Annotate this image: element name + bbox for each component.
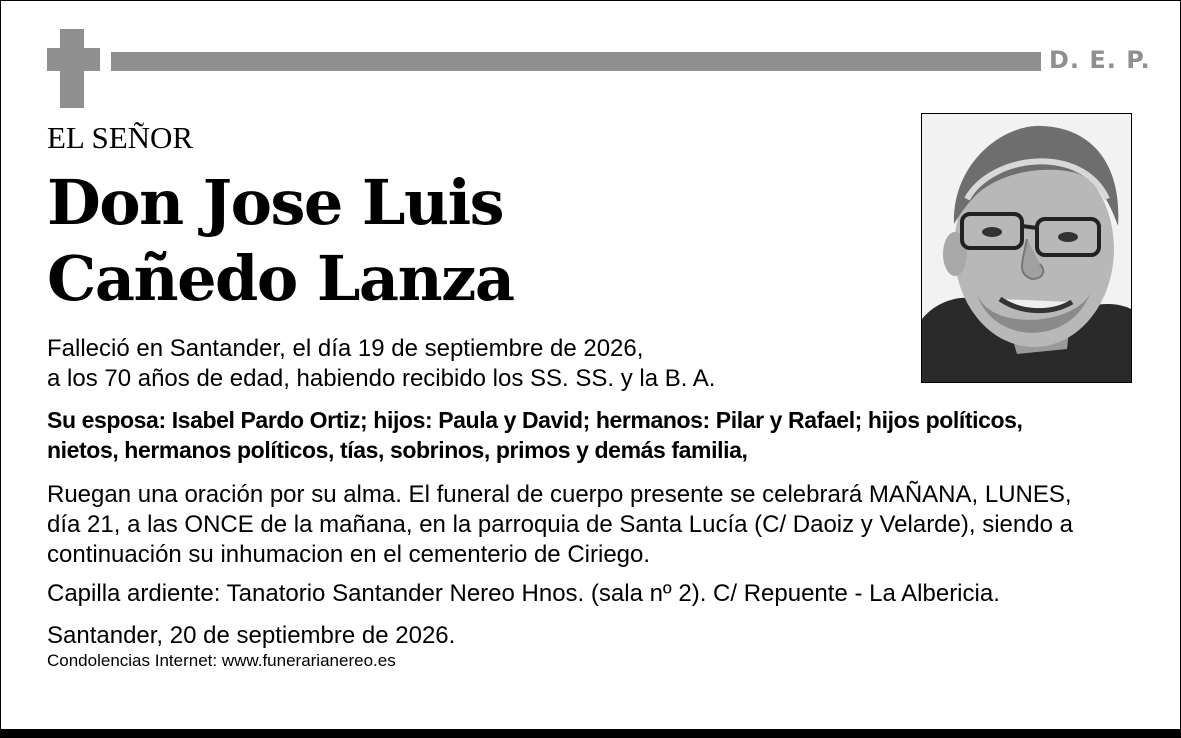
condolences-web: Condolencias Internet: www.funerarianereo.es xyxy=(47,651,396,670)
bottom-border-bar xyxy=(0,729,1181,738)
name-line-1: Don Jose Luis xyxy=(47,166,504,239)
name-line-2: Cañedo Lanza xyxy=(47,242,514,315)
portrait-illustration xyxy=(922,114,1131,382)
family-list xyxy=(47,405,1023,465)
death-details xyxy=(47,334,715,394)
honorific: EL SEÑOR xyxy=(47,120,194,155)
place-and-date: Santander, 20 de septiembre de 2026. xyxy=(47,622,456,649)
death-line-2: a los 70 años de edad, habiendo recibido los SS. SS. y la B. A. xyxy=(47,365,716,392)
family-line-1: Su esposa: Isabel Pardo Ortiz; hijos: Paula y David; hermanos: Pilar y Rafael; hijos políticos, xyxy=(47,407,1023,433)
prayer-line-1: Ruegan una oración por su alma. El funeral de cuerpo presente se celebrará MAÑANA, LUNES, xyxy=(47,481,1072,508)
prayer-line-2: día 21, a las ONCE de la mañana, en la parroquia de Santa Lucía (C/ Daoiz y Velarde), siendo a xyxy=(47,511,1073,538)
deceased-name xyxy=(47,165,514,317)
funeral-details xyxy=(47,480,1073,570)
cross-icon-horizontal xyxy=(47,48,100,71)
header-rule xyxy=(111,52,1041,71)
chapel-details: Capilla ardiente: Tanatorio Santander Nereo Hnos. (sala nº 2). C/ Repuente - La Albericia. xyxy=(47,580,1000,607)
prayer-line-3: continuación su inhumacion en el cementerio de Ciriego. xyxy=(47,541,651,568)
family-line-2: nietos, hermanos políticos, tías, sobrinos, primos y demás familia, xyxy=(47,437,748,463)
death-line-1: Falleció en Santander, el día 19 de septiembre de 2026, xyxy=(47,335,644,362)
portrait-photo xyxy=(921,113,1132,383)
dep-label: D. E. P. xyxy=(1049,46,1151,74)
